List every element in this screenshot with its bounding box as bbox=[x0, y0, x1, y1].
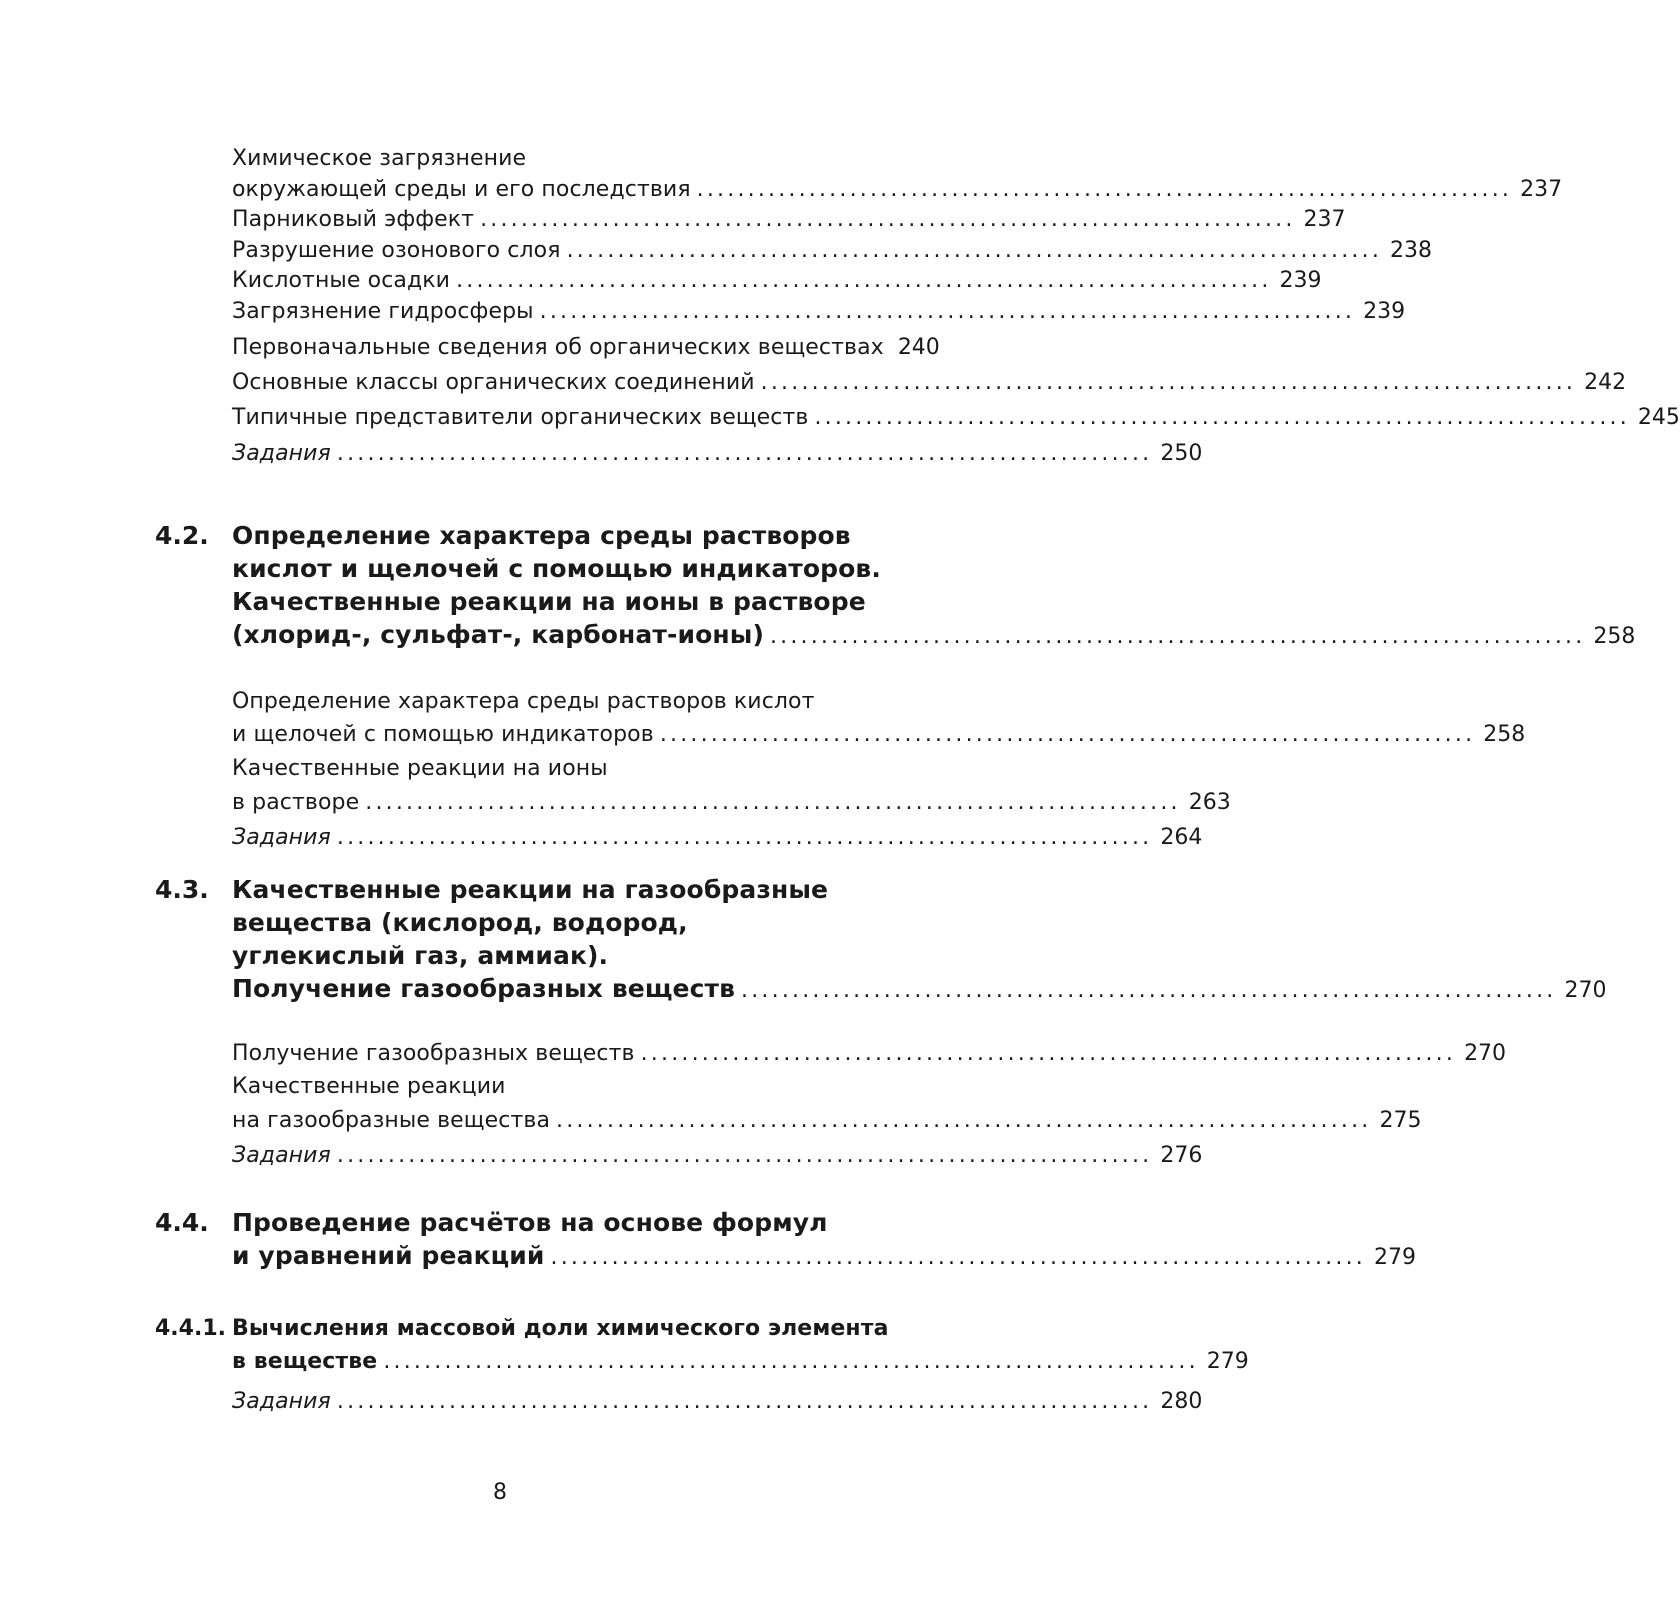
toc-entry-text: Задания bbox=[232, 825, 331, 850]
section-number: 4.2. bbox=[155, 521, 209, 550]
dot-leader: ................................................................................ bbox=[336, 1389, 1153, 1414]
subsection-heading-text: Вычисления массовой доли химического элемента bbox=[232, 1316, 889, 1341]
dot-leader: ................................................................................ bbox=[556, 1108, 1372, 1133]
toc-page-number: 263 bbox=[1188, 790, 1231, 815]
toc-entry-text: Получение газообразных веществ bbox=[232, 1041, 635, 1066]
dot-leader: ................................................................................ bbox=[814, 405, 1630, 430]
toc-page-number: 279 bbox=[1206, 1349, 1249, 1374]
toc-entry-text: Основные классы органических соединений bbox=[232, 370, 755, 395]
toc-page-number: 250 bbox=[1160, 441, 1203, 466]
dot-leader: ................................................................................ bbox=[550, 1245, 1366, 1270]
toc-entry-text: Парниковый эффект bbox=[232, 207, 475, 232]
toc-page-number: 264 bbox=[1160, 825, 1203, 850]
subsection-heading-text: в веществе bbox=[232, 1349, 378, 1374]
toc-entry bbox=[232, 235, 1433, 267]
section-heading-text: Качественные реакции на газообразные bbox=[232, 875, 829, 904]
dot-leader: ................................................................................ bbox=[539, 299, 1356, 324]
section-heading-line bbox=[232, 874, 904, 910]
subsection-number: 4.4.1. bbox=[155, 1316, 226, 1341]
toc-entry bbox=[232, 332, 940, 364]
toc-entry-text: Загрязнение гидросферы bbox=[232, 299, 534, 324]
toc-page-number: 258 bbox=[1483, 722, 1526, 747]
dot-leader: ................................................................................ bbox=[336, 1143, 1153, 1168]
toc-entry bbox=[232, 174, 1563, 206]
dot-leader: ................................................................................ bbox=[456, 268, 1272, 293]
toc-entry-text: Задания bbox=[232, 1389, 331, 1414]
section-heading-text: Определение характера среды растворов bbox=[232, 521, 851, 550]
dot-leader: ................................................................................ bbox=[383, 1349, 1199, 1374]
section-number: 4.3. bbox=[155, 875, 209, 904]
dot-leader: ................................................................................ bbox=[640, 1041, 1457, 1066]
toc-entry-text: Задания bbox=[232, 441, 331, 466]
toc-entry-text: Типичные представители органических веществ bbox=[232, 405, 809, 430]
dot-leader: ................................................................................ bbox=[336, 441, 1153, 466]
toc-page-number: 240 bbox=[897, 335, 940, 360]
section-number: 4.4. bbox=[155, 1208, 209, 1237]
toc-entry-assignments bbox=[232, 438, 1203, 470]
dot-leader: ................................................................................ bbox=[696, 177, 1513, 202]
dot-leader: ................................................................................ bbox=[480, 207, 1296, 232]
section-heading-line bbox=[232, 907, 904, 943]
dot-leader: ................................................................................ bbox=[741, 978, 1557, 1003]
section-heading-line bbox=[232, 1207, 904, 1243]
toc-entry-text: в растворе bbox=[232, 790, 360, 815]
section-heading-line bbox=[232, 940, 904, 976]
toc-entry-text: Первоначальные сведения об органических веществах bbox=[232, 335, 884, 360]
page-number: 8 bbox=[493, 1480, 507, 1505]
dot-leader: ................................................................................ bbox=[336, 825, 1153, 850]
toc-entry-text: Разрушение озонового слоя bbox=[232, 238, 561, 263]
toc-page-number: 242 bbox=[1584, 370, 1627, 395]
toc-entry-text: Задания bbox=[232, 1143, 331, 1168]
dot-leader: ................................................................................ bbox=[769, 624, 1586, 649]
toc-entry-text: окружающей среды и его последствия bbox=[232, 177, 691, 202]
dot-leader: ................................................................................ bbox=[760, 370, 1577, 395]
toc-page-number: 237 bbox=[1303, 207, 1346, 232]
toc-page-number: 270 bbox=[1564, 978, 1607, 1003]
toc-entry-text: Химическое загрязнение bbox=[232, 146, 527, 171]
toc-entry bbox=[232, 367, 1627, 399]
toc-entry-assignments bbox=[232, 1386, 1203, 1418]
toc-page-number: 275 bbox=[1379, 1108, 1422, 1133]
toc-entry bbox=[232, 296, 1406, 328]
toc-entry bbox=[232, 753, 904, 785]
toc-page-number: 279 bbox=[1373, 1245, 1416, 1270]
subsection-heading-line bbox=[232, 1313, 904, 1345]
section-heading-line bbox=[232, 553, 904, 589]
toc-entry-text: Определение характера среды растворов кислот bbox=[232, 689, 815, 714]
toc-page-number: 237 bbox=[1520, 177, 1563, 202]
toc-entry-text: на газообразные вещества bbox=[232, 1108, 551, 1133]
section-heading-text: углекислый газ, аммиак). bbox=[232, 941, 609, 970]
toc-page-number: 239 bbox=[1363, 299, 1406, 324]
toc-entry-assignments bbox=[232, 1140, 1203, 1172]
toc-entry bbox=[232, 686, 904, 718]
section-heading-text: кислот и щелочей с помощью индикаторов. bbox=[232, 554, 881, 583]
toc-entry bbox=[232, 143, 904, 175]
toc-entry bbox=[232, 1105, 1422, 1137]
section-heading-text: (хлорид-, сульфат-, карбонат-ионы) bbox=[232, 620, 764, 649]
toc-entry bbox=[232, 265, 1322, 297]
section-heading-line bbox=[232, 619, 1636, 655]
section-heading-line bbox=[232, 973, 1607, 1009]
dot-leader: ................................................................................ bbox=[659, 722, 1476, 747]
toc-entry bbox=[232, 1071, 904, 1103]
section-heading-text: и уравнений реакций bbox=[232, 1241, 545, 1270]
toc-page-number: 276 bbox=[1160, 1143, 1203, 1168]
subsection-heading-line bbox=[232, 1346, 1249, 1378]
toc-entry-text: Качественные реакции на ионы bbox=[232, 756, 608, 781]
section-heading-text: вещества (кислород, водород, bbox=[232, 908, 688, 937]
section-heading-line bbox=[232, 586, 904, 622]
toc-entry bbox=[232, 719, 1526, 751]
toc-entry-text: и щелочей с помощью индикаторов bbox=[232, 722, 654, 747]
toc-entry-assignments bbox=[232, 822, 1203, 854]
toc-entry bbox=[232, 204, 1346, 236]
toc-entry bbox=[232, 1038, 1507, 1070]
section-heading-line bbox=[232, 520, 904, 556]
toc-entry-text: Кислотные осадки bbox=[232, 268, 451, 293]
section-heading-text: Проведение расчётов на основе формул bbox=[232, 1208, 828, 1237]
toc-page-number: 245 bbox=[1637, 405, 1680, 430]
toc-entry-text: Качественные реакции bbox=[232, 1074, 506, 1099]
toc-page-number: 239 bbox=[1279, 268, 1322, 293]
section-heading-text: Качественные реакции на ионы в растворе bbox=[232, 587, 866, 616]
section-heading-text: Получение газообразных веществ bbox=[232, 974, 736, 1003]
toc-page-number: 258 bbox=[1593, 624, 1636, 649]
toc-page-number: 270 bbox=[1464, 1041, 1507, 1066]
toc-entry bbox=[232, 787, 1231, 819]
dot-leader: ................................................................................ bbox=[365, 790, 1181, 815]
dot-leader: ................................................................................ bbox=[566, 238, 1383, 263]
section-heading-line bbox=[232, 1240, 1416, 1276]
toc-page-number: 238 bbox=[1390, 238, 1433, 263]
toc-entry bbox=[232, 402, 1680, 434]
toc-page-number: 280 bbox=[1160, 1389, 1203, 1414]
